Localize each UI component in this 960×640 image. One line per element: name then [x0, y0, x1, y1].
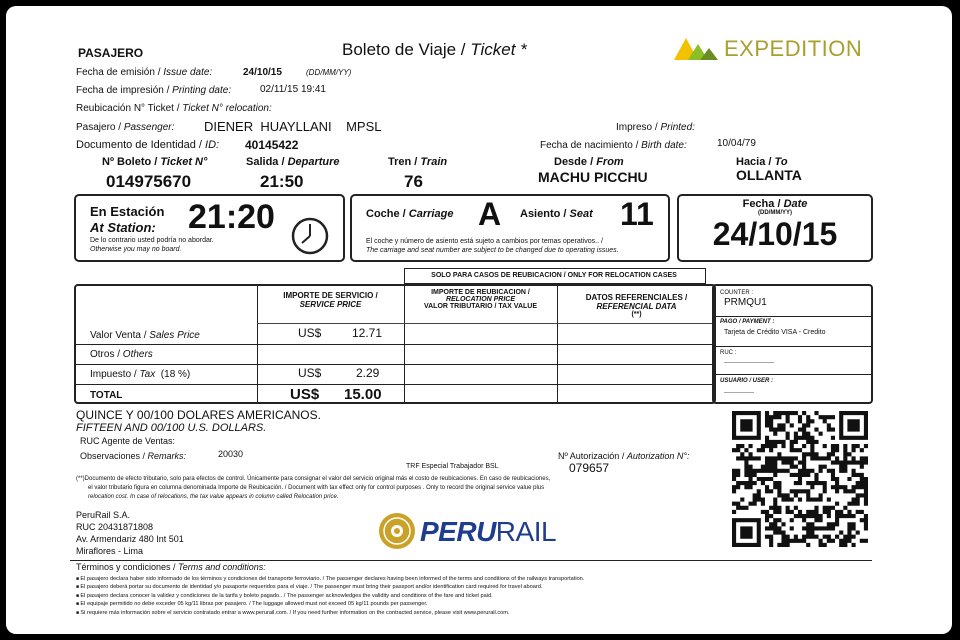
relocation-header	[404, 268, 706, 284]
to-label: Hacia / To	[736, 156, 788, 168]
station-label-en: At Station:	[90, 220, 156, 235]
from-station: MACHU PICCHU	[538, 169, 648, 185]
ruc-value: -------------------------	[724, 360, 774, 366]
counter-label: COUNTER :	[720, 290, 753, 296]
from-label: Desde / From	[554, 156, 624, 168]
others-label: Otros / Others	[90, 349, 153, 360]
terms-title: Términos y condiciones / Terms and conditions:	[76, 562, 266, 572]
side-info-box	[712, 284, 873, 404]
total-currency: US$	[290, 386, 320, 403]
company-name: PeruRail S.A.	[76, 510, 131, 520]
total-label: TOTAL	[90, 390, 123, 401]
amount-words-es: QUINCE Y 00/100 DOLARES AMERICANOS.	[76, 408, 321, 422]
print-date-label: Fecha de impresión / Printing date:	[76, 85, 232, 96]
relocation-label: Reubicación N° Ticket / Ticket N° relocation:	[76, 103, 272, 114]
terms-list	[76, 575, 584, 617]
user-label: USUARIO / USER :	[720, 378, 774, 384]
company-address: Av. Armendariz 480 Int 501	[76, 534, 184, 544]
train-number: 76	[404, 172, 423, 191]
birth-date-label: Fecha de nacimiento / Birth date:	[540, 140, 687, 151]
service-price-header: IMPORTE DE SERVICIO / SERVICE PRICE	[283, 291, 378, 309]
date-box	[677, 194, 873, 262]
legal-line-1: (**)Documento de efecto tributario, solo para efectos de control. Únicamente para consignar el valor del servicio original más el costo de reubicaciones. En caso de reubicaciones,	[76, 476, 551, 482]
relocation-price-header: IMPORTE DE REUBICACION / RELOCATION PRICE VALOR TRIBUTARIO / TAX VALUE	[423, 289, 538, 310]
tax-amount: 2.29	[356, 366, 380, 380]
relocation-header-text: SOLO PARA CASOS DE REUBICACION / ONLY FOR RELOCATION CASES	[431, 272, 677, 279]
amount-words-en: FIFTEEN AND 00/100 U.S. DOLLARS.	[76, 422, 267, 434]
print-date-value: 02/11/15 19:41	[260, 84, 326, 95]
seat-value: 11	[620, 196, 654, 232]
station-box	[74, 194, 345, 262]
departure-label: Salida / Departure	[246, 156, 340, 168]
station-note-es: De lo contrario usted podría no abordar.	[90, 237, 214, 244]
clock-icon	[290, 216, 330, 256]
authorization-value: 079657	[569, 461, 610, 475]
issue-date-label: Fecha de emisión / Issue date:	[76, 67, 213, 78]
carriage-label: Coche / Carriage	[366, 208, 454, 220]
counter-value: PRMQU1	[724, 297, 767, 308]
ticket-title: Boleto de Viaje / Ticket *	[342, 40, 527, 59]
date-label: Fecha / Date	[742, 198, 808, 210]
seat-note-es: El coche y número de asiento está sujeto a cambios por temas operativos.. /	[366, 238, 603, 245]
sales-price-label: Valor Venta / Sales Price	[90, 330, 200, 341]
date-format: (DD/MM/YY)	[758, 210, 792, 216]
printed-label: Impreso / Printed:	[616, 122, 695, 133]
date-value: 24/10/15	[712, 216, 838, 252]
terms-line: ■ Si requiere más información sobre el servicio contratado entrar a www.perurail.com. / If you need further information on the contracted service, please visit www.perurail.com.	[76, 609, 510, 616]
perurail-logo-text-a: PERU	[420, 516, 496, 547]
departure-time: 21:50	[260, 172, 304, 191]
passenger-tag: PASAJERO	[78, 46, 144, 60]
trf-note: TRF Especial Trabajador BSL	[406, 463, 499, 470]
user-value: ---------------	[724, 390, 754, 396]
train-label: Tren / Train	[388, 156, 448, 168]
perurail-logo	[378, 512, 557, 555]
issue-date-format: (DD/MM/YY)	[306, 68, 352, 77]
ticket-number: 014975670	[106, 172, 192, 191]
tax-label: Impuesto / Tax (18 %)	[90, 369, 191, 380]
birth-date-value: 10/04/79	[717, 138, 756, 149]
tax-currency: US$	[298, 366, 322, 380]
perurail-emblem-icon	[378, 512, 416, 550]
seat-box	[350, 194, 670, 262]
authorization-label: Nº Autorización / Autorization N°:	[558, 451, 690, 461]
perurail-logo-text-b: RAIL	[495, 516, 557, 547]
company-city: Miraflores - Lima	[76, 546, 144, 556]
station-label-es: En Estación	[90, 204, 165, 219]
company-ruc: RUC 20431871808	[76, 522, 154, 532]
remarks-value: 20030	[218, 449, 244, 459]
carriage-value: A	[478, 196, 502, 232]
sales-price-amount: 12.71	[352, 326, 383, 340]
terms-divider	[70, 560, 872, 561]
referential-data-header: DATOS REFERENCIALES / REFERENCIAL DATA (**)	[585, 293, 688, 318]
legal-line-2: el valor tributario figura en columna denominada Importe de Reubicación. / Document with tax effect only for control purposes . Only to record the original service value plus	[88, 485, 545, 491]
ticket-number-label: Nº Boleto / Ticket N°	[102, 156, 208, 168]
total-amount: 15.00	[344, 386, 382, 403]
price-table	[74, 284, 716, 404]
issue-date-value: 24/10/15	[243, 67, 282, 78]
passenger-name: DIENER HUAYLLANI MPSL	[204, 119, 382, 134]
mountain-icon	[674, 34, 724, 60]
passenger-label: Pasajero / Passenger:	[76, 122, 175, 133]
remarks-label: Observaciones / Remarks:	[80, 451, 187, 461]
sales-price-currency: US$	[298, 326, 322, 340]
terms-line: ■ El pasajero declara haber sido informado de los términos y condiciones del transporte ferroviario. / The passenger declares having been informed of the terms and conditions of the railways transportation.	[76, 576, 585, 582]
seat-label: Asiento / Seat	[520, 208, 593, 220]
ruc-label: RUC :	[720, 350, 737, 356]
expedition-logo-text: EXPEDITION	[724, 36, 863, 61]
terms-line: ■ El pasajero declara conocer la validez y condiciones de la tarifa y boleto pagado.. / The passenger acknowledges the validity and conditions of the fare and ticket paid.	[76, 592, 493, 599]
id-label: Documento de Identidad / ID:	[76, 139, 220, 151]
terms-line: ■ El pasajero deberá portar su documento de identidad y/o pasaporte requeridos para el viaje. / The passenger must bring their passport and/or identification card required for travel aboard.	[76, 584, 543, 591]
terms-line: ■ El equipaje permitido no debe exceder 05 kg/11 libras por pasajero. / The luggage allowed must not exceed 05 kg/11 pounds per passenger.	[76, 601, 428, 608]
ruc-agent-label: RUC Agente de Ventas:	[80, 436, 176, 446]
payment-label: PAGO / PAYMENT :	[720, 319, 775, 325]
station-time: 21:20	[188, 198, 275, 236]
ticket	[6, 6, 952, 634]
payment-value: Tarjeta de Crédito VISA - Credito	[724, 329, 826, 336]
id-value: 40145422	[245, 138, 299, 152]
station-note-en: Otherwise you may no board.	[90, 246, 182, 253]
seat-note-en: The carriage and seat number are subject to be changed due to operating issues.	[366, 247, 619, 254]
to-station: OLLANTA	[736, 167, 802, 183]
qr-code	[732, 411, 868, 547]
expedition-logo	[674, 34, 863, 65]
legal-line-3: relocation cost. In case of relocations, the tax value appears in column called Relocation price.	[88, 494, 339, 500]
